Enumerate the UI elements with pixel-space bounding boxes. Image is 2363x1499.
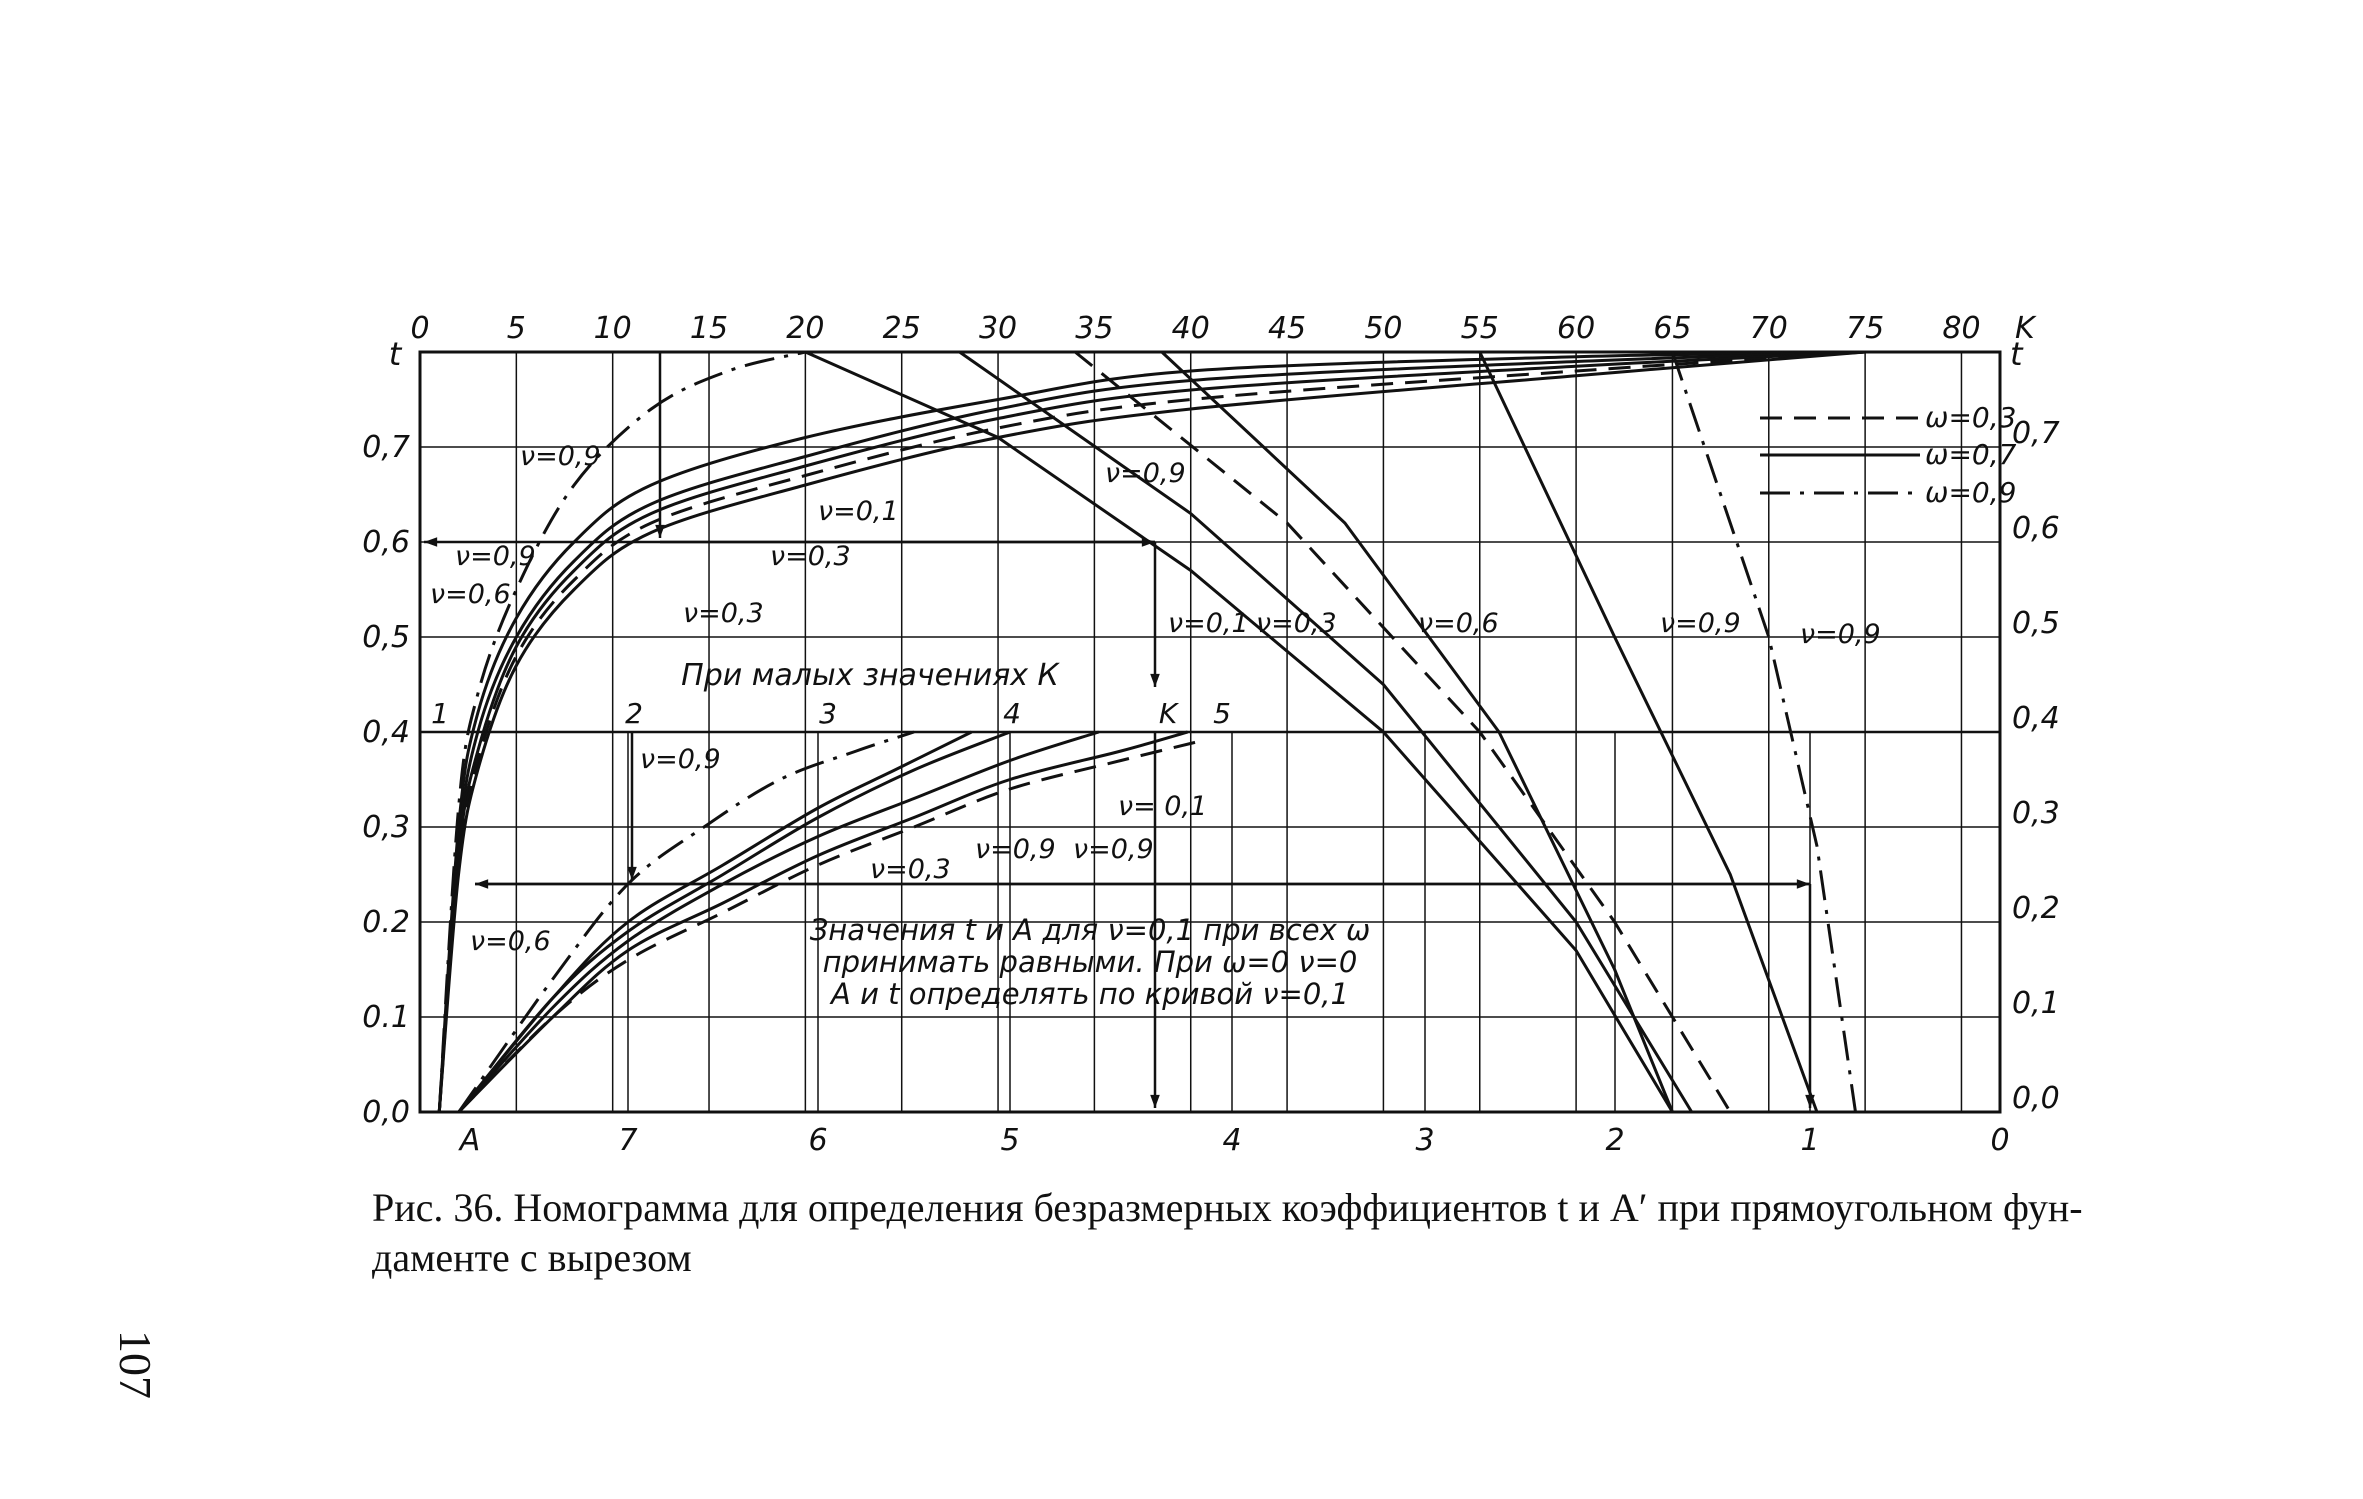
- curve-label: ν=0,3: [770, 541, 851, 572]
- left-tick-label: 0,0: [362, 1095, 410, 1130]
- curve-label: ν= 0,1: [1118, 791, 1208, 822]
- right-tick-label: 0,6: [2012, 511, 2060, 546]
- left-tick-label: 0,6: [362, 525, 410, 560]
- curve-label: ν=0,9: [1660, 608, 1741, 639]
- top-tick-label: 30: [978, 311, 1018, 346]
- note-line: A и t определять по кривой ν=0,1: [831, 977, 1349, 1011]
- curve-label: ν=0,1: [1168, 608, 1249, 639]
- curve-label: ν=0,3: [870, 854, 951, 885]
- left-tick-label: 0,5: [362, 620, 410, 655]
- caption-line-1: Рис. 36. Номограмма для определения безразмерных коэффициентов t и A′ при прямоугольном фун-: [372, 1185, 2083, 1230]
- curve-label: ν=0,9: [975, 834, 1056, 865]
- top-tick-label: 70: [1749, 311, 1788, 346]
- right-tick-label: 0,1: [2012, 986, 2060, 1021]
- curve-label: ν=0,1: [818, 496, 899, 527]
- arrow-a-down-head: [1150, 1095, 1160, 1108]
- curve-label: ν=0,9: [1800, 619, 1881, 650]
- left-tick-label: 0.2: [362, 905, 410, 940]
- top-tick-label: 40: [1171, 311, 1210, 346]
- top-tick-label: 80: [1942, 311, 1981, 346]
- bottom-tick-label: 0: [1990, 1123, 2010, 1158]
- top-tick-label: 65: [1653, 311, 1692, 346]
- small-k-tick: 5: [1213, 697, 1231, 730]
- small-k-tick: 4: [1003, 697, 1021, 730]
- left-tick-label: 0,7: [362, 430, 410, 465]
- right-tick-label: 0,3: [2012, 796, 2060, 831]
- right-axis-label: t: [2010, 335, 2023, 373]
- left-tick-label: 0,3: [362, 810, 410, 845]
- curve-label: ν=0,9: [640, 744, 721, 775]
- note-line: Значения t и A для ν=0,1 при всех ω: [809, 913, 1371, 947]
- small-k-tick: 1: [431, 697, 449, 730]
- bottom-tick-label: 3: [1415, 1123, 1435, 1158]
- right-tick-label: 0,7: [2012, 416, 2060, 451]
- bottom-tick-label: 1: [1800, 1123, 1820, 1158]
- curve-label: ν=0,9: [455, 541, 536, 572]
- top-tick-label: 10: [593, 311, 632, 346]
- top-tick-label: 50: [1364, 311, 1403, 346]
- top-tick-label: 5: [506, 311, 526, 346]
- top-tick-label: 20: [786, 311, 825, 346]
- curve-label: ν=0,3: [1256, 608, 1337, 639]
- caption-line-2: даменте с вырезом: [372, 1235, 692, 1280]
- legend-label: ω=0,9: [1925, 476, 2017, 509]
- curve-label: ν=0,9: [1073, 834, 1154, 865]
- top-tick-label: 45: [1267, 311, 1307, 346]
- small-k-note: При малых значениях К: [681, 658, 1059, 693]
- curve-label: ν=0,3: [683, 598, 764, 629]
- top-tick-label: 60: [1557, 311, 1596, 346]
- curve-label: ν=0,6: [1418, 608, 1499, 639]
- note-line: принимать равными. При ω=0 ν=0: [822, 945, 1358, 979]
- bottom-tick-label: 6: [808, 1123, 828, 1158]
- legend-label: ω=0,7: [1925, 438, 2017, 471]
- top-tick-label: 75: [1846, 311, 1885, 346]
- arrow-t06-left-head: [424, 537, 437, 547]
- curve-label: ν=0,9: [1105, 458, 1186, 489]
- right-tick-label: 0,4: [2012, 701, 2060, 736]
- small-k-label: K: [1158, 697, 1178, 730]
- legend-label: ω=0,3: [1925, 401, 2017, 434]
- page-number: 107: [110, 1330, 161, 1399]
- bottom-axis-label: A: [459, 1123, 481, 1158]
- left-tick-label: 0.1: [362, 1000, 410, 1035]
- arrow-t024-right-head: [1797, 879, 1810, 889]
- top-tick-label: 25: [882, 311, 921, 346]
- right-tick-label: 0,0: [2012, 1081, 2060, 1116]
- left-axis-label: t: [388, 335, 402, 373]
- small-k-tick: 2: [625, 697, 643, 730]
- bottom-tick-label: 5: [1000, 1123, 1020, 1158]
- left-tick-label: 0,4: [362, 715, 410, 750]
- top-axis-label: K: [2015, 311, 2035, 346]
- bottom-tick-label: 2: [1605, 1123, 1625, 1158]
- top-tick-label: 35: [1075, 311, 1114, 346]
- bottom-tick-label: 7: [618, 1123, 638, 1158]
- curve-label: ν=0,6: [470, 926, 551, 957]
- bottom-tick-label: 4: [1222, 1123, 1242, 1158]
- right-tick-label: 0,5: [2012, 606, 2060, 641]
- top-tick-label: 15: [689, 311, 729, 346]
- curve-label: ν=0,6: [430, 579, 511, 610]
- curve-label: ν=0,9: [520, 441, 601, 472]
- arrow-k38-down-head: [1150, 674, 1160, 687]
- top-tick-label: 0: [410, 311, 430, 346]
- top-tick-label: 55: [1460, 311, 1499, 346]
- right-tick-label: 0,2: [2012, 891, 2060, 926]
- figure-caption: [372, 1183, 2162, 1283]
- small-k-tick: 3: [819, 697, 837, 730]
